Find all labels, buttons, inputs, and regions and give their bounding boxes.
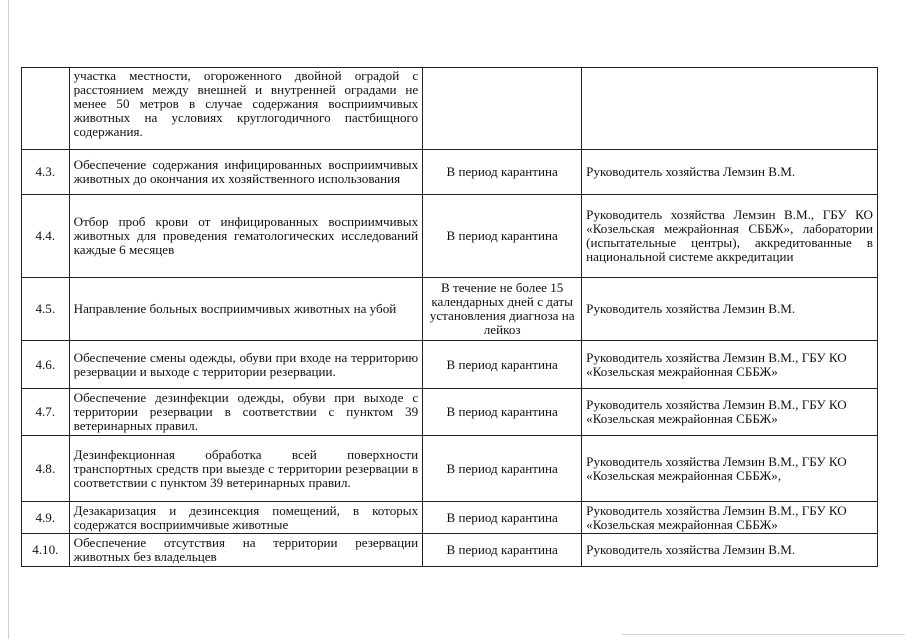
responsible-text: Руководитель хозяйства Лемзин В.М., ГБУ КО «Козельская межрайонная СББЖ»,	[582, 436, 878, 502]
responsible-text: Руководитель хозяйства Лемзин В.М., ГБУ КО «Козельская межрайонная СББЖ»	[582, 341, 878, 389]
measure-text: Отбор проб крови от инфицированных восприимчивых животных для проведения гематологических исследований каждые 6 месяцев	[69, 195, 423, 278]
table-row	[22, 534, 878, 567]
table-row	[22, 502, 878, 534]
measure-text: участка местности, огороженного двойной оградой с расстоянием между внешней и внутренней оградами не менее 50 метров в случае содержания восприимчивых животных на условиях круглогодичного пастбищного содержания.	[69, 68, 423, 150]
row-number: 4.5.	[22, 278, 70, 341]
responsible-text: Руководитель хозяйства Лемзин В.М.	[582, 150, 878, 195]
term-text: В период карантина	[423, 341, 582, 389]
row-number: 4.10.	[22, 534, 70, 567]
measure-text: Направление больных восприимчивых животных на убой	[69, 278, 423, 341]
responsible-text: Руководитель хозяйства Лемзин В.М., ГБУ КО «Козельская межрайонная СББЖ»	[582, 502, 878, 534]
measure-text: Дезинфекционная обработка всей поверхности транспортных средств при выезде с территории резервации в соответствии с пунктом 39 ветеринарных правил.	[69, 436, 423, 502]
term-text: В течение не более 15 календарных дней с даты установления диагноза на лейкоз	[423, 278, 582, 341]
responsible-text	[582, 68, 878, 150]
term-text: В период карантина	[423, 534, 582, 567]
measures-table	[21, 67, 878, 567]
table-row	[22, 341, 878, 389]
row-number: 4.9.	[22, 502, 70, 534]
row-number: 4.3.	[22, 150, 70, 195]
measure-text: Обеспечение содержания инфицированных восприимчивых животных до окончания их хозяйственного использования	[69, 150, 423, 195]
table-row	[22, 68, 878, 150]
row-number: 4.4.	[22, 195, 70, 278]
term-text: В период карантина	[423, 150, 582, 195]
row-number	[22, 68, 70, 150]
table-row	[22, 278, 878, 341]
responsible-text: Руководитель хозяйства Лемзин В.М., ГБУ КО «Козельская межрайонная СББЖ», лаборатории (испытательные центры), аккредитованные в национальной системе аккредитации	[582, 195, 878, 278]
responsible-text: Руководитель хозяйства Лемзин В.М., ГБУ КО «Козельская межрайонная СББЖ»	[582, 389, 878, 436]
row-number: 4.6.	[22, 341, 70, 389]
measure-text: Дезакаризация и дезинсекция помещений, в которых содержатся восприимчивые животные	[69, 502, 423, 534]
table-row	[22, 436, 878, 502]
term-text	[423, 68, 582, 150]
term-text: В период карантина	[423, 436, 582, 502]
term-text: В период карантина	[423, 502, 582, 534]
table-row	[22, 389, 878, 436]
measure-text: Обеспечение отсутствия на территории резервации животных без владельцев	[69, 534, 423, 567]
term-text: В период карантина	[423, 389, 582, 436]
row-number: 4.7.	[22, 389, 70, 436]
scan-edge-line	[8, 0, 9, 639]
term-text: В период карантина	[423, 195, 582, 278]
table-row	[22, 150, 878, 195]
measure-text: Обеспечение дезинфекции одежды, обуви при выходе с территории резервации в соответствии с пунктом 39 ветеринарных правил.	[69, 389, 423, 436]
table-row	[22, 195, 878, 278]
responsible-text: Руководитель хозяйства Лемзин В.М.	[582, 534, 878, 567]
scan-bottom-line	[622, 634, 905, 635]
row-number: 4.8.	[22, 436, 70, 502]
responsible-text: Руководитель хозяйства Лемзин В.М.	[582, 278, 878, 341]
measure-text: Обеспечение смены одежды, обуви при входе на территорию резервации и выходе с территории резервации.	[69, 341, 423, 389]
